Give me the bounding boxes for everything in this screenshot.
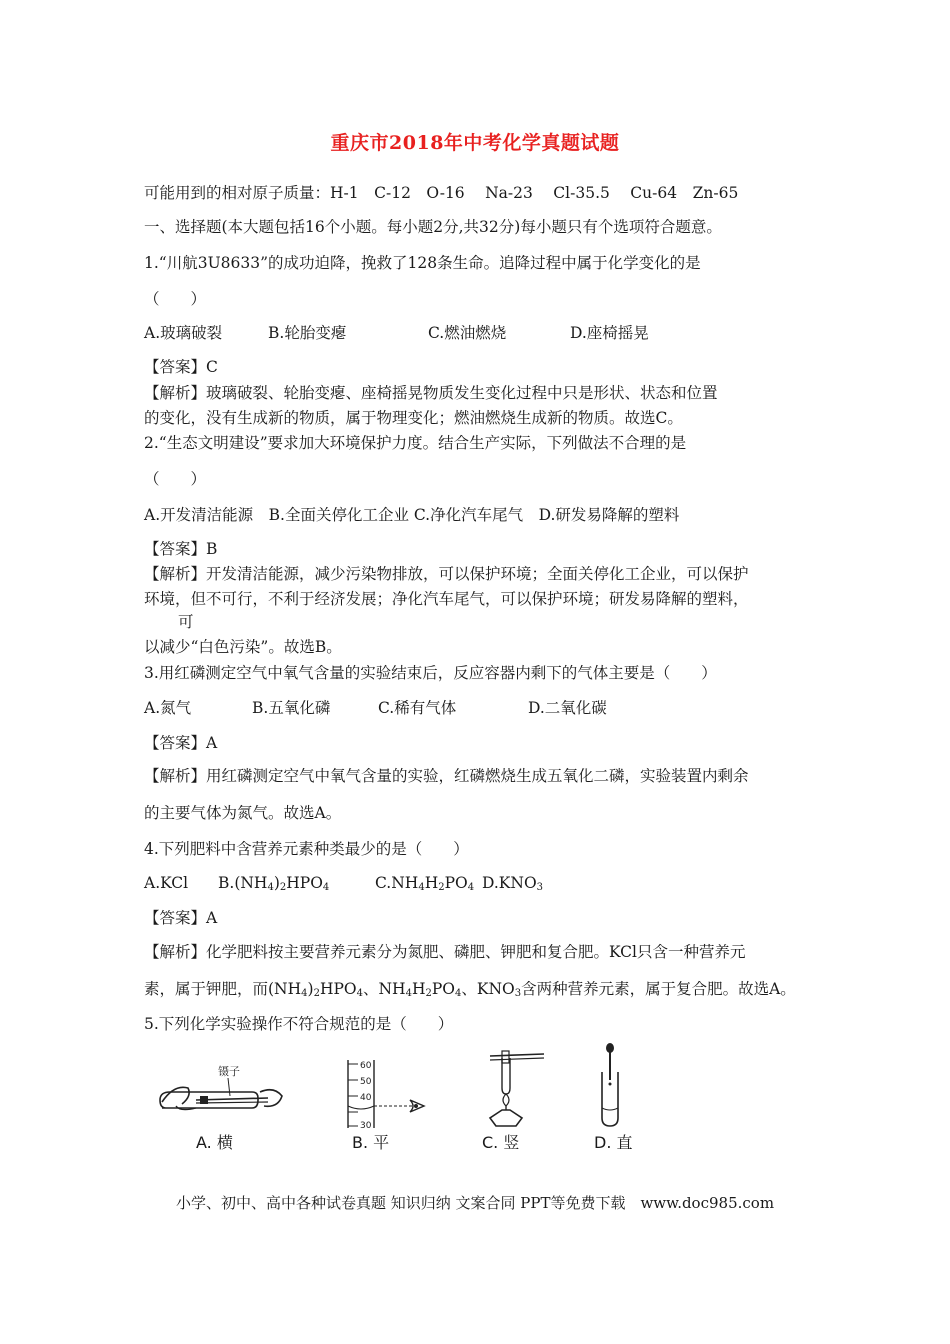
q4-analysis-line-2: 素，属于钾肥，而$(NH_4)_2HPO_4$、$NH_4H_2PO_4$、$KNO_3$含两种营养元素，属于复合肥。故选A。 xyxy=(144,980,796,999)
figure-c-heating-test-tube xyxy=(482,1048,552,1128)
q3-stem: 3.用红磷测定空气中氧气含量的实验结束后，反应容器内剩下的气体主要是（ ） xyxy=(144,664,717,682)
q4-answer: 【答案】A xyxy=(144,909,218,927)
figure-c-label: C. 竖 xyxy=(482,1133,520,1152)
section-one-heading: 一、选择题(本大题包括16个小题。每小题2分,共32分)每小题只有个选项符合题意。 xyxy=(144,218,722,236)
q2-analysis-line-4: 以减少“白色污染”。故选B。 xyxy=(144,638,342,656)
q2-answer: 【答案】B xyxy=(144,540,218,558)
scale-tick-50: 50 xyxy=(360,1077,372,1087)
figure-a-tweezers-test-tube xyxy=(156,1062,286,1122)
q4-stem: 4.下列肥料中含营养元素种类最少的是（ ） xyxy=(144,840,469,858)
q3-option-a: A.氮气 xyxy=(144,699,192,717)
q3-option-d: D.二氧化碳 xyxy=(528,699,607,717)
scale-tick-30: 30 xyxy=(360,1121,372,1130)
q3-analysis-line-2: 的主要气体为氮气。故选A。 xyxy=(144,804,342,822)
q4-option-b: $B.(NH_4)_2HPO_4$ xyxy=(218,874,330,893)
q2-options: A.开发清洁能源 B.全面关停化工企业 C.净化汽车尾气 D.研发易降解的塑料 xyxy=(144,506,680,524)
q4-option-c: $C.NH_4H_2PO_4$ xyxy=(375,874,475,893)
q4-option-d: $D.KNO_3$ xyxy=(482,874,544,893)
tweezers-label: 镊子 xyxy=(218,1065,240,1078)
figure-a-label: A. 横 xyxy=(196,1133,233,1152)
q2-analysis-line-2: 环境，但不可行，不利于经济发展；净化汽车尾气，可以保护环境；研发易降解的塑料， xyxy=(144,590,749,608)
q1-analysis-line-2: 的变化，没有生成新的物质，属于物理变化；燃油燃烧生成新的物质。故选C。 xyxy=(144,409,683,427)
q1-stem: 1.“川航3U8633”的成功迫降，挽救了128条生命。追降过程中属于化学变化的是 xyxy=(144,254,701,272)
q1-option-a: A.玻璃破裂 xyxy=(144,324,223,342)
q2-analysis-line-1: 【解析】开发清洁能源，减少污染物排放，可以保护环境；全面关停化工企业，可以保护 xyxy=(144,565,749,583)
figure-d-label: D. 直 xyxy=(594,1133,633,1152)
q1-answer: 【答案】C xyxy=(144,358,218,376)
q3-option-c: C.稀有气体 xyxy=(378,699,457,717)
q3-option-b: B.五氧化磷 xyxy=(252,699,331,717)
page-footer: 小学、初中、高中各种试卷真题 知识归纳 文案合同 PPT等免费下载 www.doc985.com xyxy=(175,1194,775,1212)
atomic-masses-line: 可能用到的相对原子质量：H-1 C-12 O-16 Na-23 Cl-35.5 Cu-64 Zn-65 xyxy=(144,184,739,202)
q3-answer: 【答案】A xyxy=(144,734,218,752)
q1-option-b: B.轮胎变瘪 xyxy=(268,324,347,342)
scale-tick-40: 40 xyxy=(360,1093,372,1103)
figure-d-dropper-test-tube xyxy=(596,1042,626,1128)
q2-paren: （ ） xyxy=(144,470,207,488)
q1-analysis-line-1: 【解析】玻璃破裂、轮胎变瘪、座椅摇晃物质发生变化过程中只是形状、状态和位置 xyxy=(144,384,718,402)
q1-option-c: C.燃油燃烧 xyxy=(428,324,507,342)
q3-analysis-line-1: 【解析】用红磷测定空气中氧气含量的实验，红磷燃烧生成五氧化二磷，实验装置内剩余 xyxy=(144,767,749,785)
q4-analysis-line-1: 【解析】化学肥料按主要营养元素分为氮肥、磷肥、钾肥和复合肥。KCl只含一种营养元 xyxy=(144,943,746,961)
page-title: 重庆市2018年中考化学真题试题 xyxy=(330,132,620,154)
q5-stem: 5.下列化学实验操作不符合规范的是（ ） xyxy=(144,1015,454,1033)
scale-tick-60: 60 xyxy=(360,1061,372,1071)
figure-b-label: B. 平 xyxy=(352,1133,390,1152)
q2-analysis-line-3: 可 xyxy=(178,613,194,631)
q4-option-a: A.KCl xyxy=(144,874,189,892)
q1-paren: （ ） xyxy=(144,290,207,308)
q2-stem: 2.“生态文明建设”要求加大环境保护力度。结合生产实际，下列做法不合理的是 xyxy=(144,434,687,452)
q1-option-d: D.座椅摇晃 xyxy=(570,324,649,342)
figure-b-graduated-cylinder xyxy=(330,1058,430,1130)
